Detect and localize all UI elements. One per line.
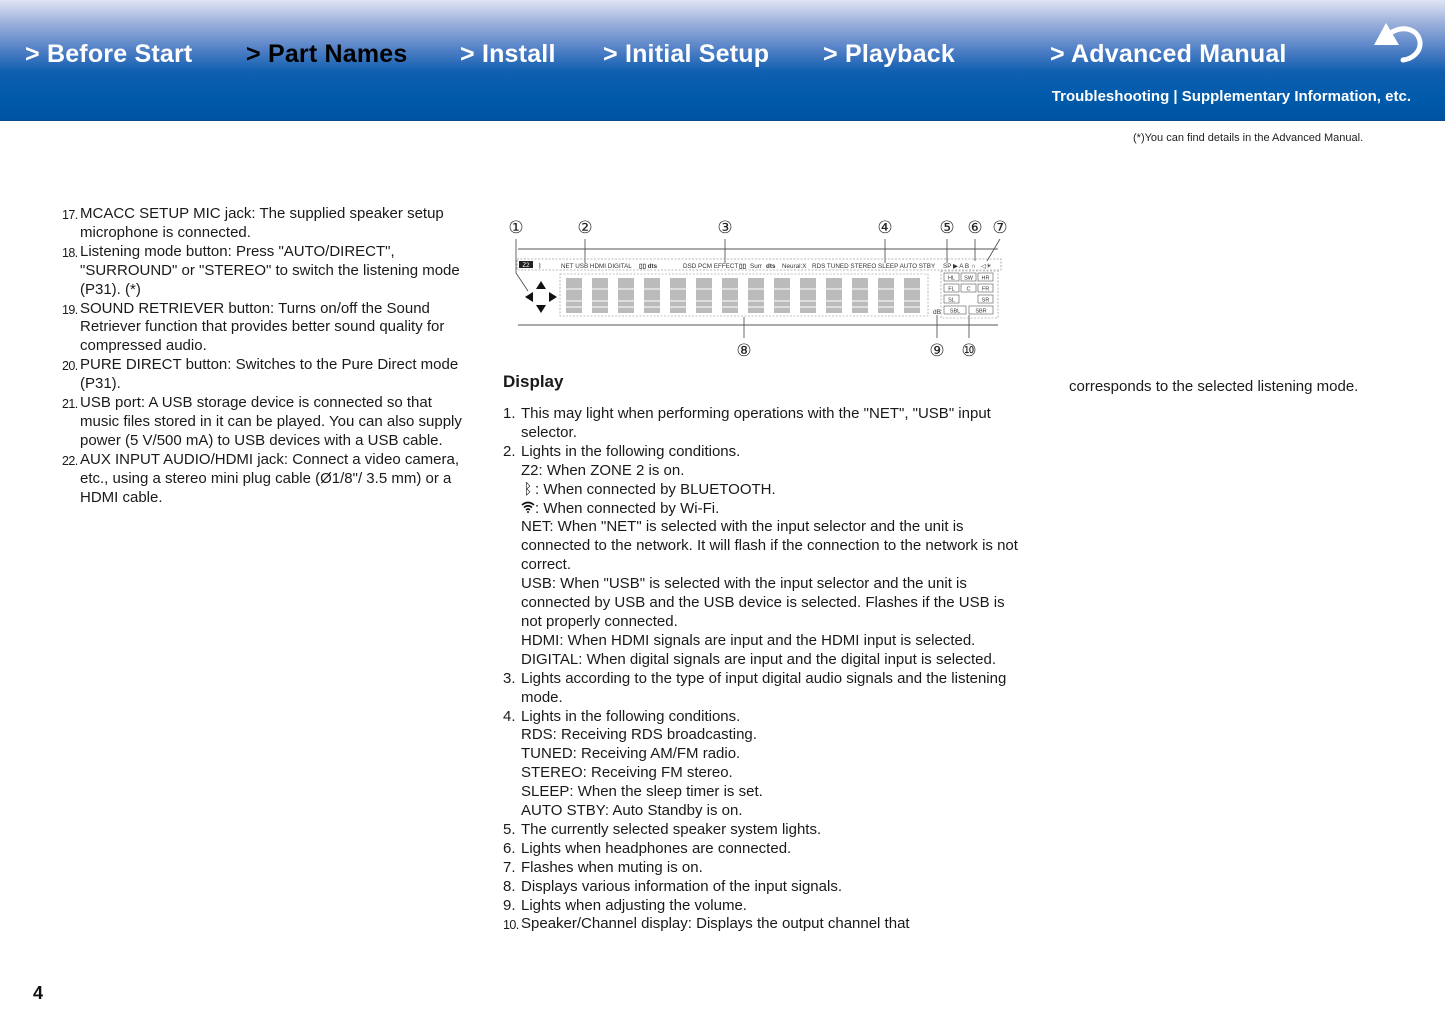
- svg-text:NET USB HDMI DIGITAL: NET USB HDMI DIGITAL: [561, 263, 632, 270]
- list-item: 18. Listening mode button: Press "AUTO/DIRECT", "SURROUND" or "STEREO" to switch the listening mode (P31). (*): [62, 242, 460, 298]
- callout-10: ⑩: [961, 341, 977, 360]
- svg-text:▯▯: ▯▯: [739, 263, 746, 270]
- svg-text:HR: HR: [981, 275, 990, 282]
- svg-text:SW: SW: [964, 275, 973, 282]
- svg-text:SBR: SBR: [975, 308, 987, 315]
- svg-text:RDS TUNED STEREO SLEEP AUTO ST: RDS TUNED STEREO SLEEP AUTO STBY: [812, 263, 936, 270]
- callout-3: ③: [717, 218, 733, 237]
- svg-text:◁☀: ◁☀: [981, 263, 992, 270]
- top-navigation-bar: [0, 0, 1445, 121]
- list-item: 2. Lights in the following conditions. Z2: When ZONE 2 is on. ᛒ : When connected by BLUETOOTH. : When connected by Wi-Fi. NET: When "NET" is selected with the input selector and the unit is connected to the network. It will flash if the connection to the network is not correct. USB: When "USB" is selected with the input selector and the unit is connected by USB and the USB device is selected. Flashes if the USB is not properly connected. HDMI: When HDMI signals are input and the HDMI input is selected. DIGITAL: When digital signals are input and the digital input is selected.: [503, 442, 1018, 668]
- svg-text:Surr: Surr: [750, 263, 762, 270]
- svg-text:FR: FR: [981, 286, 990, 293]
- list-item: 19. SOUND RETRIEVER button: Turns on/off the Sound Retriever function that provides better sound quality for compressed audio.: [62, 299, 445, 355]
- svg-text:Z2: Z2: [522, 263, 530, 269]
- svg-text:FL: FL: [948, 286, 955, 293]
- svg-text:DSD PCM EFFECT: DSD PCM EFFECT: [683, 263, 739, 270]
- list-item: 3. Lights according to the type of input digital audio signals and the listening mode.: [503, 669, 1007, 706]
- list-item: 17. MCACC SETUP MIC jack: The supplied speaker setup microphone is connected.: [62, 205, 444, 241]
- nav-install[interactable]: > Install: [460, 40, 556, 68]
- bluetooth-icon: ᛒ: [523, 480, 533, 498]
- page-number: 4: [33, 983, 44, 1003]
- svg-text:∩: ∩: [971, 263, 976, 270]
- callout-1: ①: [508, 218, 524, 237]
- list-item: 9. Lights when adjusting the volume.: [503, 896, 747, 914]
- back-button[interactable]: [1372, 18, 1424, 64]
- list-item: 5. The currently selected speaker system lights.: [503, 820, 822, 838]
- list-item: 8. Displays various information of the input signals.: [503, 877, 842, 895]
- nav-part-names[interactable]: > Part Names: [246, 40, 408, 68]
- list-item: 4. Lights in the following conditions. RDS: Receiving RDS broadcasting. TUNED: Receiving AM/FM radio. STEREO: Receiving FM stereo. SLEEP: When the sleep timer is set. AUTO STBY: Auto Standby is on.: [503, 707, 763, 820]
- list-item: 21. USB port: A USB storage device is connected so that music files stored in it can be played. You can also supply power (5 V/500 mA) to USB devices with a USB cable.: [62, 394, 462, 449]
- callout-9: ⑨: [929, 341, 945, 360]
- svg-text:Neural:X: Neural:X: [782, 263, 807, 270]
- front-display-diagram: [503, 211, 1015, 363]
- display-items-list: [503, 405, 1023, 934]
- callout-7: ⑦: [992, 218, 1008, 237]
- list-item: 22. AUX INPUT AUDIO/HDMI jack: Connect a video camera, etc., using a stereo mini plug cable (Ø1/8"/ 3.5 mm) or a HDMI cable.: [62, 450, 460, 506]
- svg-text:HL: HL: [947, 275, 956, 282]
- svg-text:ᛒ: ᛒ: [538, 263, 542, 270]
- item-10-continuation: corresponds to the selected listening mode.: [1069, 378, 1359, 395]
- nav-advanced-manual[interactable]: > Advanced Manual: [1050, 40, 1287, 68]
- svg-text:SBL: SBL: [949, 308, 961, 315]
- svg-text:SL: SL: [948, 297, 955, 304]
- display-section-title: Display: [503, 372, 564, 391]
- part-names-list: [62, 205, 467, 508]
- list-item: 10. Speaker/Channel display: Displays the output channel that: [503, 915, 910, 933]
- return-arrow-icon: [1372, 18, 1424, 64]
- svg-text:SR: SR: [981, 297, 990, 304]
- svg-text:SP ▶ A B: SP ▶ A B: [943, 263, 970, 270]
- svg-text:dB: dB: [933, 309, 941, 316]
- svg-text:C: C: [966, 286, 971, 293]
- callout-5: ⑤: [939, 218, 955, 237]
- callout-8: ⑧: [736, 341, 752, 360]
- advanced-manual-footnote: (*)You can find details in the Advanced Manual.: [1133, 132, 1364, 144]
- nav-initial-setup[interactable]: > Initial Setup: [603, 40, 770, 68]
- callout-2: ②: [577, 218, 593, 237]
- svg-text:dts: dts: [766, 263, 776, 270]
- nav-before-start[interactable]: > Before Start: [25, 40, 193, 68]
- list-item: 20. PURE DIRECT button: Switches to the Pure Direct mode (P31).: [62, 356, 459, 393]
- list-item: 1. This may light when performing operations with the "NET", "USB" input selector.: [503, 405, 991, 441]
- wifi-icon: [521, 500, 535, 519]
- callout-6: ⑥: [967, 218, 983, 237]
- list-item: 7. Flashes when muting is on.: [503, 858, 703, 876]
- nav-troubleshooting-supplementary[interactable]: Troubleshooting | Supplementary Information, etc.: [1051, 88, 1411, 105]
- callout-4: ④: [877, 218, 893, 237]
- svg-text:▯▯ dts: ▯▯ dts: [639, 263, 658, 270]
- nav-playback[interactable]: > Playback: [823, 40, 955, 68]
- list-item: 6. Lights when headphones are connected.: [503, 839, 792, 857]
